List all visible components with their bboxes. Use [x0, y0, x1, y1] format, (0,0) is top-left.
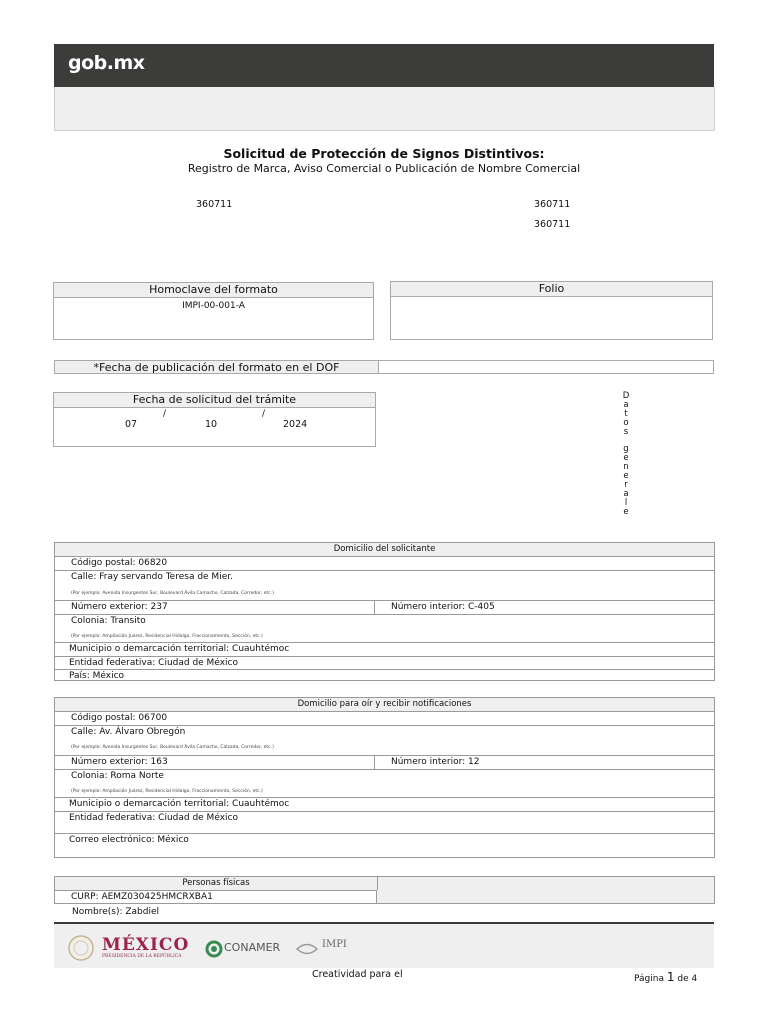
domicilio-notificaciones-table — [54, 697, 715, 858]
calle[interactable]: Calle: Fray servando Teresa de Mier. — [71, 572, 233, 582]
fecha-mes[interactable]: 10 — [205, 419, 218, 430]
table-row — [55, 614, 714, 642]
gobmx-logo[interactable]: gob.mx — [68, 52, 145, 74]
date-separator: / — [262, 409, 266, 419]
nombre[interactable]: Nombre(s): Zabdiel — [72, 907, 160, 917]
calle[interactable]: Calle: Av. Álvaro Obregón — [71, 727, 186, 737]
numero-exterior[interactable]: Número exterior: 237 — [71, 602, 168, 612]
table-row — [55, 642, 714, 656]
folio-label: Folio — [391, 282, 712, 297]
colonia-hint: (Por ejemplo: Ampliación Juárez, Residencial Hidalgo, Fraccionamiento, Sección, etc.) — [71, 634, 263, 639]
codigo-postal[interactable]: Código postal: 06700 — [71, 713, 168, 723]
page-prefix: Página — [634, 974, 664, 984]
datos-generales-vertical-label: D a t o s g e n e r a l e — [622, 391, 630, 517]
impi-logo-text: IMPI — [322, 939, 347, 950]
table-row — [55, 833, 714, 859]
column-divider — [374, 756, 375, 769]
date-separator: / — [163, 409, 167, 419]
table-row — [55, 769, 714, 797]
personas-fisicas-header — [54, 876, 715, 904]
calle-hint: (Por ejemplo: Avenida Insurgentes Sur, Boulevard Ávila Camacho, Calzada, Corredor, etc.) — [71, 591, 274, 596]
code-left: 360711 — [196, 199, 233, 210]
table-row — [55, 656, 714, 669]
dof-row — [54, 360, 714, 374]
curp[interactable]: CURP: AEMZ030425HMCRXBA1 — [55, 890, 377, 903]
domicilio-solicitante-title: Domicilio del solicitante — [55, 543, 714, 557]
mexico-logo-subtext: PRESIDENCIA DE LA REPÚBLICA — [102, 954, 182, 959]
folio-value[interactable] — [391, 297, 712, 337]
domicilio-solicitante-table — [54, 542, 715, 681]
header-bar — [54, 44, 714, 87]
domicilio-notificaciones-title: Domicilio para oír y recibir notificaciones — [55, 698, 714, 712]
fecha-solicitud-box — [53, 392, 376, 447]
homoclave-label: Homoclave del formato — [54, 283, 373, 298]
table-row — [55, 669, 714, 682]
codigo-postal[interactable]: Código postal: 06820 — [71, 558, 168, 568]
table-row — [55, 811, 714, 833]
entidad-federativa[interactable]: Entidad federativa: Ciudad de México — [69, 658, 238, 668]
table-row — [55, 725, 714, 755]
document-subtitle: Registro de Marca, Aviso Comercial o Publicación de Nombre Comercial — [187, 162, 581, 175]
fecha-solicitud-label: Fecha de solicitud del trámite — [54, 393, 375, 408]
code-right-1: 360711 — [534, 199, 571, 210]
footer-tagline: Creatividad para el — [312, 969, 403, 980]
fecha-dia[interactable]: 07 — [125, 419, 138, 430]
correo-electronico[interactable]: Correo electrónico: México — [69, 835, 189, 845]
pais[interactable]: País: México — [69, 671, 125, 681]
entidad-federativa[interactable]: Entidad federativa: Ciudad de México — [69, 813, 238, 823]
table-row — [55, 557, 714, 570]
mexico-logo-text: MÉXICO — [102, 935, 190, 955]
numero-exterior[interactable]: Número exterior: 163 — [71, 757, 168, 767]
table-row — [55, 712, 714, 725]
conamer-logo-text: CONAMER — [224, 941, 281, 954]
fecha-anio[interactable]: 2024 — [283, 419, 308, 430]
numero-interior[interactable]: Número interior: C-405 — [391, 602, 495, 612]
table-row — [55, 600, 714, 614]
header-subbar — [54, 87, 715, 131]
numero-interior[interactable]: Número interior: 12 — [391, 757, 480, 767]
footer-logos-bar — [54, 922, 714, 968]
table-row — [55, 755, 714, 769]
table-row — [55, 797, 714, 811]
table-row — [55, 570, 714, 600]
mexico-shield-icon — [64, 934, 98, 962]
code-right-2: 360711 — [534, 219, 571, 230]
homoclave-value: IMPI-00-001-A — [182, 301, 245, 311]
folio-box — [390, 281, 713, 340]
page-indicator — [634, 970, 697, 984]
colonia[interactable]: Colonia: Transito — [71, 616, 146, 626]
municipio[interactable]: Municipio o demarcación territorial: Cuauhtémoc — [69, 799, 290, 809]
homoclave-box — [53, 282, 374, 340]
colonia-hint: (Por ejemplo: Ampliación Juárez, Residencial Hidalgo, Fraccionamiento, Sección, etc.) — [71, 789, 263, 794]
personas-fisicas-title: Personas físicas — [55, 877, 378, 890]
page-total: de 4 — [677, 974, 698, 984]
impi-logo-icon — [295, 940, 319, 958]
dof-label: *Fecha de publicación del formato en el DOF — [55, 361, 379, 373]
municipio[interactable]: Municipio o demarcación territorial: Cuauhtémoc — [69, 644, 290, 654]
document-title: Solicitud de Protección de Signos Distintivos: — [223, 146, 545, 161]
conamer-logo-icon — [205, 940, 223, 958]
calle-hint: (Por ejemplo: Avenida Insurgentes Sur, Boulevard Ávila Camacho, Calzada, Corredor, etc.) — [71, 745, 274, 750]
column-divider — [374, 601, 375, 614]
colonia[interactable]: Colonia: Roma Norte — [71, 771, 164, 781]
page-number: 1 — [666, 970, 675, 984]
